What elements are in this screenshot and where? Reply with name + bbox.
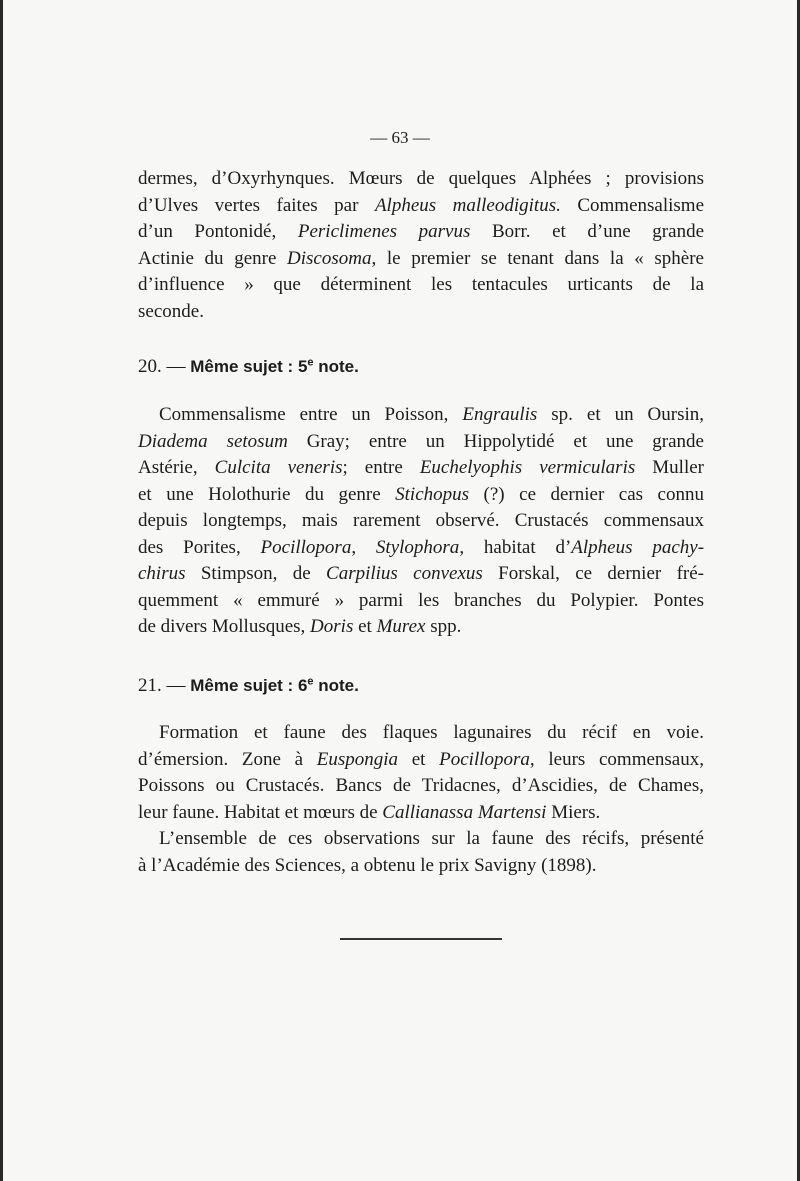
- section-number: 21. —: [138, 675, 191, 696]
- text-line: Diadema setosum Gray; entre un Hippolytidé et une grande: [138, 430, 704, 452]
- text-line: des Porites, Pocillopora, Stylophora, habitat d’Alpheus pachy-: [138, 536, 705, 558]
- section-21-heading: [138, 675, 359, 697]
- text-line: chirus Stimpson, de Carpilius convexus Forskal, ce dernier fré-: [138, 563, 704, 584]
- text-line: Poissons ou Crustacés. Bancs de Tridacnes, d’Ascidies, de Chames,: [138, 775, 704, 796]
- text-line: Commensalisme entre un Poisson, Engraulis sp. et un Oursin,: [159, 404, 705, 425]
- section-title: Même sujet : 6e note.: [190, 675, 359, 695]
- text-line: Astérie, Culcita veneris; entre Euchelyophis vermicularis Muller: [138, 457, 704, 478]
- text-line: à l’Académie des Sciences, a obtenu le prix Savigny (1898).: [138, 854, 597, 876]
- text-line: d’un Pontonidé, Periclimenes parvus Borr. et d’une grande: [138, 221, 704, 242]
- text-line: d’émersion. Zone à Euspongia et Pocillopora, leurs commensaux,: [138, 748, 704, 770]
- page-edge-left: [0, 0, 3, 1181]
- text-line: Actinie du genre Discosoma, le premier se tenant dans la « sphère: [138, 247, 704, 269]
- end-rule: [340, 938, 502, 940]
- section-20-paragraph: [138, 402, 704, 641]
- text-line: de divers Mollusques, Doris et Murex spp.: [138, 616, 462, 637]
- page-number: — 63 —: [370, 128, 430, 147]
- text-line: d’Ulves vertes faites par Alpheus malleodigitus. Commensalisme: [138, 194, 704, 216]
- section-number: 20. —: [138, 356, 191, 377]
- text-line: Formation et faune des flaques lagunaires du récif en voie.: [159, 722, 704, 743]
- text-line: et une Holothurie du genre Stichopus (?) ce dernier cas connu: [138, 483, 704, 505]
- section-20-heading: [138, 356, 359, 378]
- intro-paragraph: [138, 166, 704, 325]
- text-line: L’ensemble de ces observations sur la faune des récifs, présenté: [159, 828, 704, 849]
- text-line: quemment « emmuré » parmi les branches du Polypier. Pontes: [138, 589, 704, 611]
- text-line: dermes, d’Oxyrhynques. Mœurs de quelques Alphées ; provisions: [138, 168, 704, 189]
- text-line: leur faune. Habitat et mœurs de Callianassa Martensi Miers.: [138, 801, 601, 823]
- section-title: Même sujet : 5e note.: [190, 356, 359, 376]
- text-line: d’influence » que déterminent les tentacules urticants de la: [138, 274, 704, 295]
- text-line: seconde.: [138, 300, 204, 322]
- section-21-paragraph: [138, 720, 704, 879]
- text-line: depuis longtemps, mais rarement observé. Crustacés commensaux: [138, 510, 704, 531]
